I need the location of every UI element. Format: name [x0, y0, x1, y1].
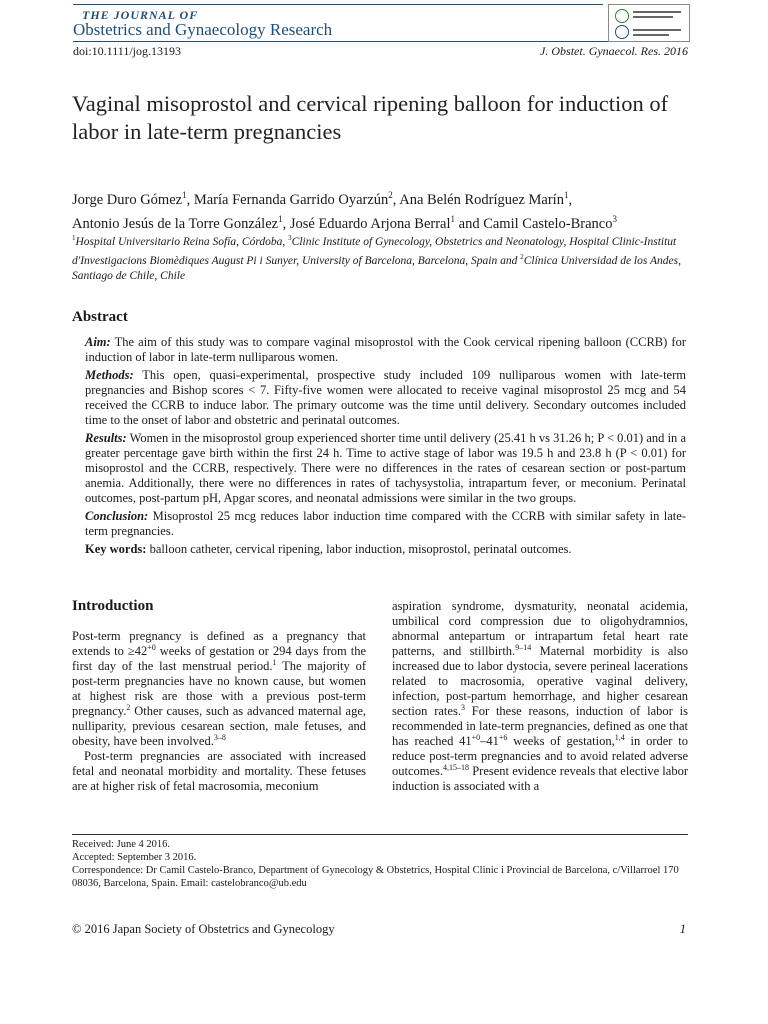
header-rule [73, 41, 688, 42]
copyright: © 2016 Japan Society of Obstetrics and Gynecology [72, 922, 335, 936]
abstract-body [85, 335, 686, 560]
logo-text-line [633, 16, 673, 18]
affiliation-text: Hospital Universitario Reina Sofía, Córdoba, [75, 235, 289, 248]
abstract-label: Conclusion: [85, 509, 149, 523]
journal-kicker: THE JOURNAL OF [82, 8, 199, 22]
aofog-seal-icon [615, 9, 629, 23]
accepted-date: Accepted: September 3 2016. [72, 852, 197, 863]
abstract-text: Women in the misoprostol group experienced shorter time until delivery (25.41 h vs 31.26 h; P < 0.01) and in a greater percentage gave birth within the first 24 h. Time to active stage of labor was 19.5 h and 23.8 h (P < 0.01) for misoprostol and the CCRB, respectively. There were no differences in the rates of cesarean section or post-partum anemia. Additionally, there were no differences in rates of tachysystolia, intrapartum fever, or meconium. Perinatal outcomes, post-partum pH, Apgar scores, and neonatal admissions were similar in the two groups. [85, 431, 686, 505]
abstract-conclusion [85, 509, 686, 539]
citation-superscript: 1,4 [614, 732, 625, 742]
body-text: Present evidence reveals that elective labor induction is associated with a [392, 764, 688, 793]
author-affiliation-mark: 1 [450, 213, 456, 224]
author-separator: , [568, 191, 573, 208]
abstract-label: Aim: [85, 335, 111, 349]
author-affiliation-mark: 3 [612, 213, 617, 224]
jsog-seal-icon [615, 25, 629, 39]
right-column [392, 599, 688, 794]
citation-superscript: 1 [272, 657, 277, 667]
left-column [72, 629, 366, 794]
affiliation-mark: 3 [288, 234, 292, 242]
body-text: weeks of gestation, [507, 734, 615, 748]
abstract-label: Methods: [85, 368, 134, 382]
body-text: –41 [480, 734, 499, 748]
author-affiliation-mark: 2 [388, 190, 393, 200]
abstract-label: Results: [85, 431, 127, 445]
author-affiliation-mark: 1 [563, 190, 569, 200]
abstract-results [85, 431, 686, 506]
journal-name: Obstetrics and Gynaecology Research [73, 20, 333, 39]
correspondence: Correspondence: Dr Camil Castelo-Branco, Department of Gynecology & Obstetrics, Hospital Clinic i Provincial de Barcelona, c/Villarroel 170 08036, Barcelona, Spain. Email: castelobranco@ub.edu [72, 865, 679, 889]
author-separator: , [282, 215, 290, 232]
citation-superscript: +0 [147, 642, 156, 652]
abstract-text: Misoprostol 25 mcg reduces labor induction time compared with the CCRB with similar safety in late-term pregnancies. [85, 509, 686, 538]
author-name: Antonio Jesús de la Torre González [72, 215, 279, 232]
society-logos [608, 4, 690, 42]
body-text: aspiration syndrome, dysmaturity, neonatal acidemia, umbilical cord compression due to oligohydramnios, abnormal antepartum or intrapartum fetal heart rate patterns, and stillbirth. [392, 599, 688, 658]
body-text: For these reasons, induction of labor is recommended in late-term pregnancies, defined as one that has reached 41 [392, 704, 688, 748]
introduction-heading: Introduction [72, 598, 154, 614]
intro-paragraph-2 [72, 749, 366, 794]
author-name: Ana Belén Rodríguez Marín [399, 191, 564, 208]
abstract-heading: Abstract [72, 309, 128, 325]
citation-superscript: +6 [498, 732, 508, 742]
intro-paragraph-1 [72, 629, 366, 749]
author-name: Camil Castelo-Branco [483, 215, 613, 232]
doi: doi:10.1111/jog.13193 [73, 44, 181, 58]
logo-text-line [633, 11, 681, 13]
keywords-label: Key words: [85, 542, 147, 556]
affiliation-text: Clinic Institute of Gynecology, Obstetrics and Neonatology, Hospital Clinic-Institut d'Investigacions Biomèdiques August Pi i Sunyer, University of Barcelona, Barcelona, Spain and [72, 235, 677, 267]
author-affiliation-mark: 1 [278, 213, 283, 224]
body-text: in order to reduce post-term pregnancies and to avoid related adverse outcomes. [392, 734, 688, 778]
author-affiliation-mark: 1 [182, 190, 187, 200]
journal-citation: J. Obstet. Gynaecol. Res. 2016 [540, 44, 688, 58]
author-separator: and [455, 215, 484, 232]
citation-superscript: 4,15–18 [443, 762, 470, 772]
affiliations [72, 231, 692, 284]
keywords [85, 542, 686, 557]
author-separator: , [186, 191, 194, 208]
footnote-rule [72, 834, 688, 835]
intro-paragraph-continued [392, 599, 688, 794]
body-text: Post-term pregnancy is defined as a pregnancy that extends to ≥42 [72, 629, 366, 658]
article-title: Vaginal misoprostol and cervical ripening balloon for induction of labor in late-term pregnancies [72, 91, 669, 144]
logo-text-line [633, 29, 681, 31]
author-name: José Eduardo Arjona Berral [289, 215, 451, 232]
page-number: 1 [679, 922, 686, 936]
footnotes [72, 838, 692, 890]
author-separator: , [392, 191, 400, 208]
author-list [72, 186, 697, 234]
author-name: Jorge Duro Gómez [72, 191, 183, 208]
logo-text-line [633, 34, 669, 36]
body-text: Other causes, such as advanced maternal age, nulliparity, previous cesarean section, male fetuses, and obesity, have been involved. [72, 704, 366, 748]
abstract-aim [85, 335, 686, 365]
affiliation-mark: 2 [520, 252, 524, 261]
citation-superscript: 2 [126, 702, 131, 712]
affiliation-mark: 1 [72, 234, 76, 242]
body-text: weeks of gestation or 294 days from the first day of the last menstrual period. [72, 644, 366, 673]
received-date: Received: June 4 2016. [72, 839, 170, 850]
body-text: The majority of post-term pregnancies have no known cause, but women at highest risk are those with a previous post-term pregnancy. [72, 659, 366, 718]
abstract-methods [85, 368, 686, 428]
abstract-text: The aim of this study was to compare vaginal misoprostol with the Cook cervical ripening balloon (CCRB) for induction of labor in late-term nulliparous women. [85, 335, 686, 364]
citation-superscript: +0 [471, 732, 481, 742]
citation-superscript: 3 [460, 702, 465, 712]
body-text: Post-term pregnancies are associated with increased fetal and neonatal morbidity and mortality. These fetuses are at higher risk of fetal macrosomia, meconium [72, 749, 366, 793]
keywords-text: balloon catheter, cervical ripening, labor induction, misoprostol, perinatal outcomes. [149, 542, 572, 556]
body-text: Maternal morbidity is also increased due to labor dystocia, severe perineal lacerations related to macrosomia, operative vaginal delivery, infection, post-partum hemorrhage, and higher cesarean section rates. [392, 644, 688, 718]
affiliation-text: Clínica Universidad de los Andes, Santiago de Chile, Chile [72, 254, 681, 282]
header-top-rule [73, 4, 603, 5]
citation-superscript: 3–8 [213, 732, 226, 742]
citation-superscript: 9–14 [515, 642, 532, 652]
author-name: María Fernanda Garrido Oyarzún [193, 191, 389, 208]
abstract-text: This open, quasi-experimental, prospective study included 109 nulliparous women with late-term pregnancies and Bishop scores < 7. Fifty-five women were allocated to receive vaginal misoprostol 25 mcg and 54 received the CCRB to induce labor. The primary outcome was the time until delivery. Secondary outcomes included time to the onset of labor and obstetric and perinatal outcomes. [85, 368, 686, 427]
